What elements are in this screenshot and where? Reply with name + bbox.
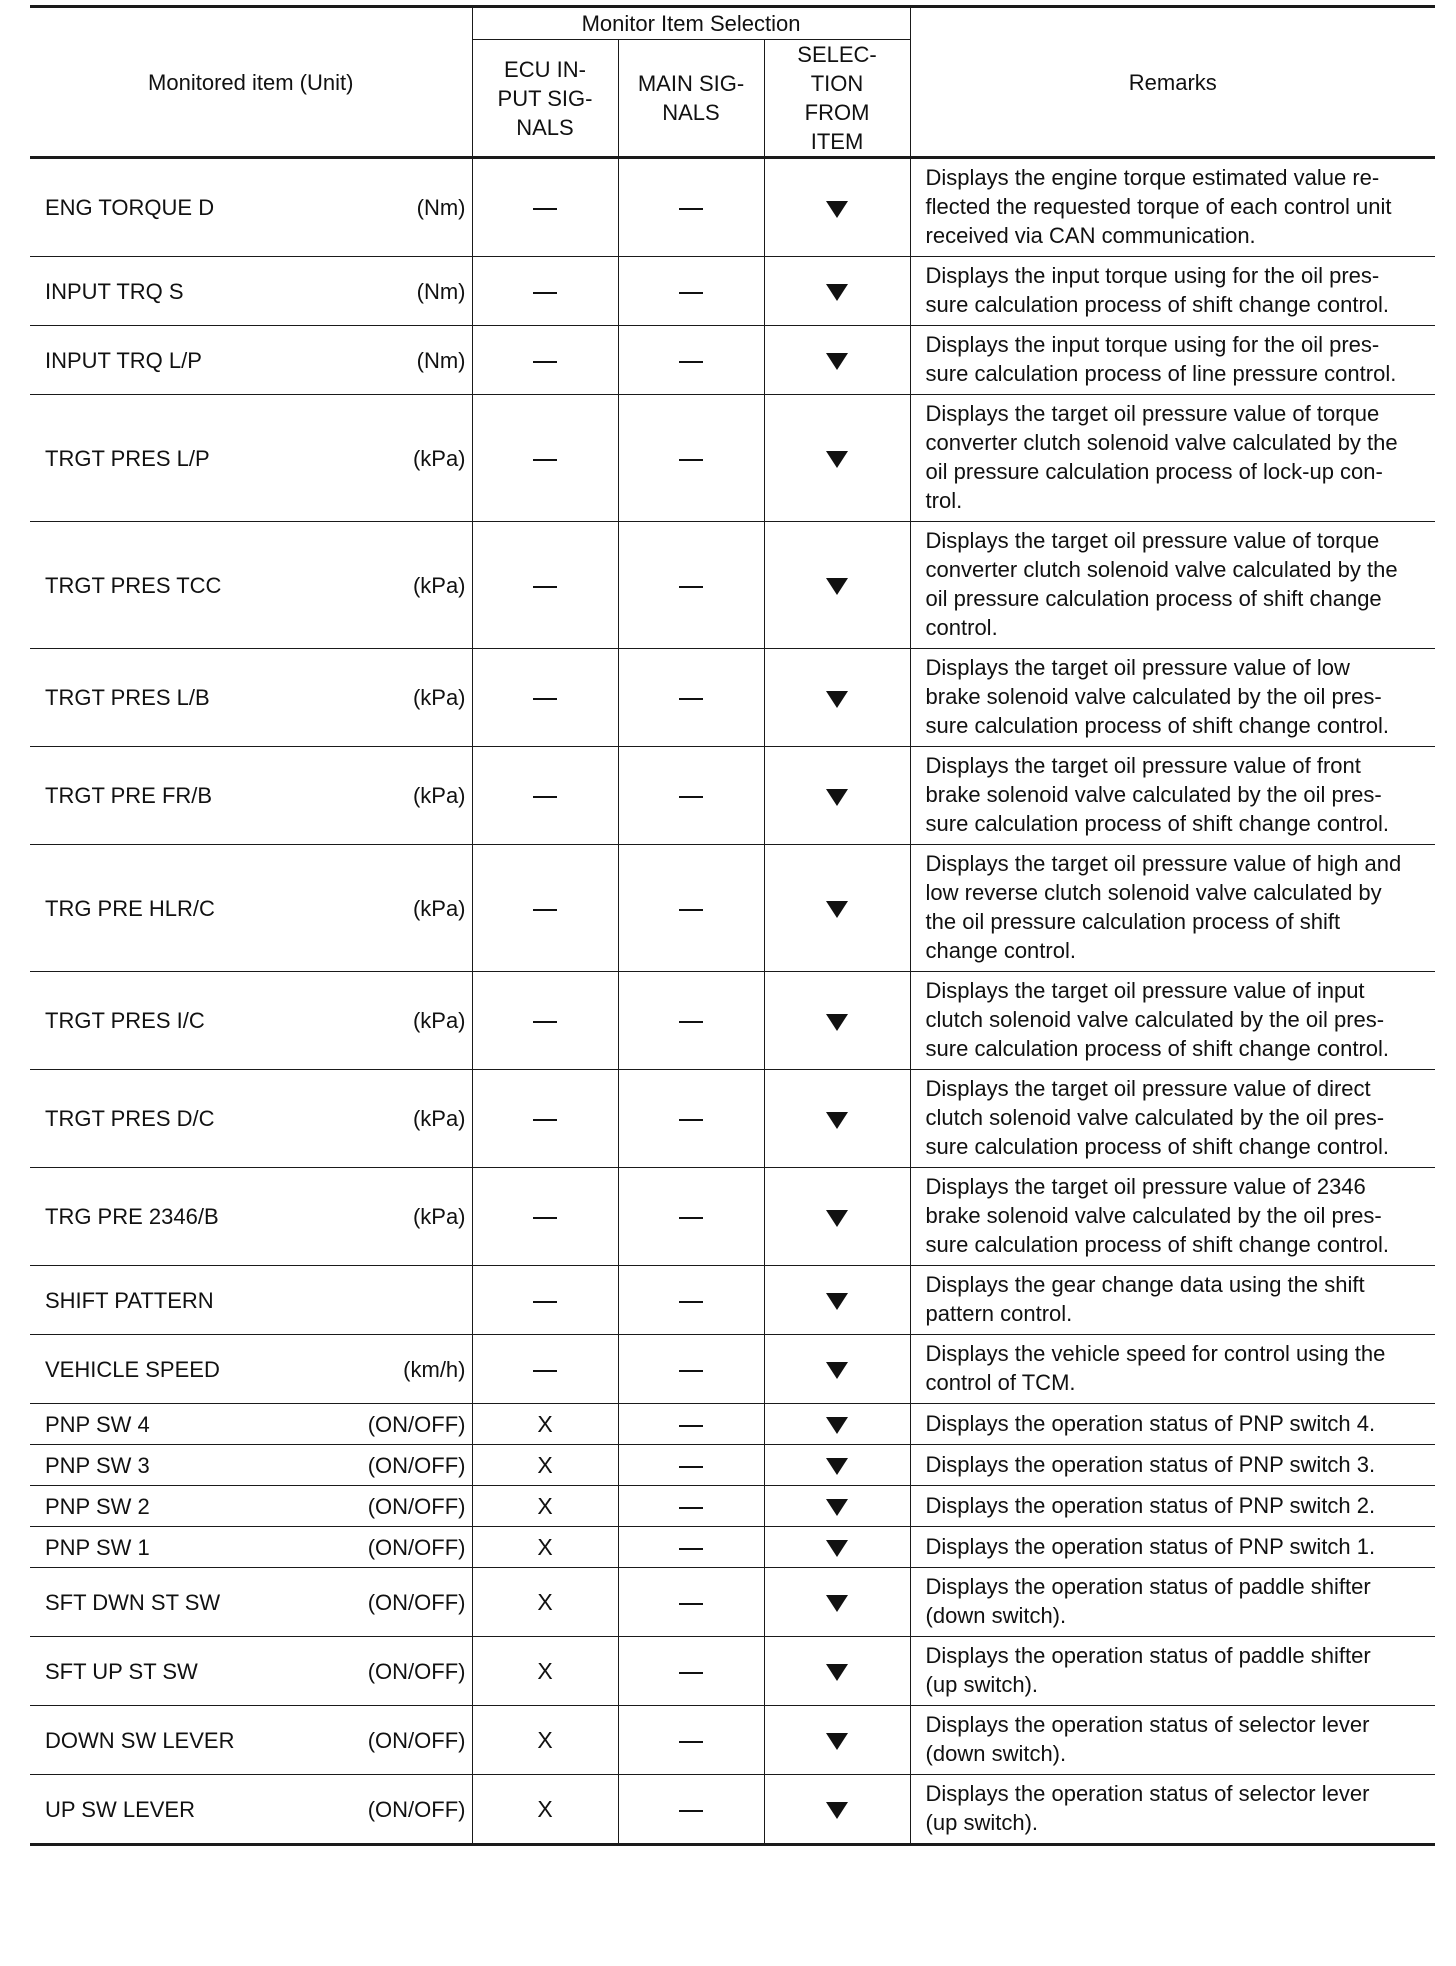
monitored-item-unit: (ON/OFF) [367,1534,466,1560]
monitored-item-cell [30,158,472,257]
down-triangle-icon [826,1595,848,1612]
monitored-item-cell [30,257,472,326]
monitored-item-unit: (Nm) [416,195,466,220]
x-mark-icon: X [537,1410,553,1437]
monitor-items-table [30,5,1435,1846]
table-header [30,7,1435,158]
main-signal-cell [618,257,764,326]
ecu-input-signal-cell [472,257,618,326]
header-selection-from-item: SELEC- TION FROM ITEM [764,40,910,158]
dash-icon [679,1548,703,1550]
dash-icon [533,361,557,363]
ecu-input-signal-cell [472,1070,618,1168]
monitored-item-unit: (Nm) [416,347,466,373]
table-row [30,1070,1435,1168]
monitored-item-cell [30,1486,472,1527]
monitored-item-cell [30,522,472,649]
down-triangle-icon [826,1458,848,1475]
monitored-item-unit: (kPa) [412,895,466,921]
header-monitor-item-selection: Monitor Item Selection [472,7,910,40]
ecu-input-signal-cell [472,326,618,395]
monitor-items-table-container [30,5,1435,1846]
selection-from-item-cell [764,1404,910,1445]
main-signal-cell [618,1706,764,1775]
remark-cell: Displays the target oil pressure value of low brake solenoid valve calculated by the oil pres- sure calculation process of shift change control. [910,649,1435,747]
table-row [30,1168,1435,1266]
down-triangle-icon [826,1540,848,1557]
table-row [30,326,1435,395]
table-row [30,1486,1435,1527]
monitored-item-cell [30,1637,472,1706]
down-triangle-icon [826,901,848,918]
remark-cell: Displays the target oil pressure value of input clutch solenoid valve calculated by the oil pres- sure calculation process of shift change control. [910,972,1435,1070]
monitored-item-name: INPUT TRQ S [45,278,184,304]
monitored-item-unit: (kPa) [412,572,466,598]
down-triangle-icon [826,1014,848,1031]
monitored-item-unit: (kPa) [412,685,466,710]
remark-cell: Displays the operation status of PNP switch 1. [910,1527,1435,1568]
selection-from-item-cell [764,747,910,845]
main-signal-cell [618,1168,764,1266]
table-body [30,158,1435,1845]
x-mark-icon: X [537,1451,553,1478]
ecu-input-signal-cell [472,1527,618,1568]
monitored-item-unit: (ON/OFF) [367,1796,466,1822]
dash-icon [679,796,703,798]
main-signal-cell [618,1775,764,1845]
monitored-item-unit: (km/h) [403,1356,466,1382]
down-triangle-icon [826,201,848,218]
remark-cell: Displays the operation status of selector lever (down switch). [910,1706,1435,1775]
main-signal-cell [618,1404,764,1445]
table-row [30,1404,1435,1445]
selection-from-item-cell [764,1637,910,1706]
dash-icon [679,909,703,911]
ecu-input-signal-cell [472,1404,618,1445]
main-signal-cell [618,1335,764,1404]
header-main-signals: MAIN SIG- NALS [618,40,764,158]
monitored-item-cell [30,1568,472,1637]
dash-icon [679,208,703,210]
remark-cell: Displays the operation status of PNP switch 2. [910,1486,1435,1527]
ecu-input-signal-cell [472,1706,618,1775]
monitored-item-cell [30,1404,472,1445]
monitored-item-name: TRGT PRES L/B [45,685,210,710]
monitored-item-unit: (kPa) [412,445,466,471]
remark-cell: Displays the target oil pressure value of torque converter clutch solenoid valve calculated by the oil pressure calculation process of shift change control. [910,522,1435,649]
selection-from-item-cell [764,395,910,522]
down-triangle-icon [826,1112,848,1129]
selection-from-item-cell [764,1706,910,1775]
monitored-item-name: TRGT PRE FR/B [45,783,213,808]
remark-cell: Displays the input torque using for the oil pres- sure calculation process of line pressure control. [910,326,1435,395]
table-row [30,1445,1435,1486]
dash-icon [533,208,557,210]
remark-cell: Displays the target oil pressure value of torque converter clutch solenoid valve calculated by the oil pressure calculation process of lock-up con- trol. [910,395,1435,522]
remark-cell: Displays the gear change data using the shift pattern control. [910,1266,1435,1335]
remark-cell: Displays the operation status of PNP switch 3. [910,1445,1435,1486]
ecu-input-signal-cell [472,845,618,972]
dash-icon [679,1466,703,1468]
monitored-item-unit: (ON/OFF) [367,1658,466,1684]
monitored-item-unit: (kPa) [412,1204,466,1229]
dash-icon [533,459,557,461]
monitored-item-cell [30,1706,472,1775]
monitored-item-unit: (ON/OFF) [367,1589,466,1615]
dash-icon [679,1810,703,1812]
table-row [30,972,1435,1070]
monitored-item-name: UP SW LEVER [45,1796,195,1822]
dash-icon [679,1119,703,1121]
down-triangle-icon [826,284,848,301]
monitored-item-cell [30,972,472,1070]
monitored-item-unit: (ON/OFF) [367,1727,466,1753]
monitored-item-name: INPUT TRQ L/P [45,347,202,373]
ecu-input-signal-cell [472,1637,618,1706]
dash-icon [679,698,703,700]
dash-icon [679,1021,703,1023]
ecu-input-signal-cell [472,1168,618,1266]
remark-cell: Displays the engine torque estimated value re- flected the requested torque of each control unit received via CAN communication. [910,158,1435,257]
x-mark-icon: X [537,1726,553,1753]
dash-icon [679,1507,703,1509]
monitored-item-name: DOWN SW LEVER [45,1727,235,1753]
ecu-input-signal-cell [472,1445,618,1486]
monitored-item-cell [30,395,472,522]
main-signal-cell [618,649,764,747]
monitored-item-unit: (kPa) [412,1008,466,1033]
down-triangle-icon [826,1499,848,1516]
monitored-item-cell [30,1070,472,1168]
table-row [30,1637,1435,1706]
monitored-item-name: TRG PRE 2346/B [45,1204,219,1229]
monitored-item-name: PNP SW 2 [45,1493,150,1519]
selection-from-item-cell [764,1266,910,1335]
selection-from-item-cell [764,1070,910,1168]
dash-icon [679,1217,703,1219]
table-row [30,1335,1435,1404]
selection-from-item-cell [764,845,910,972]
dash-icon [679,1425,703,1427]
header-monitored-item: Monitored item (Unit) [30,7,472,158]
table-row [30,845,1435,972]
dash-icon [533,909,557,911]
table-row [30,257,1435,326]
monitored-item-unit: (kPa) [412,1106,466,1131]
main-signal-cell [618,158,764,257]
dash-icon [533,292,557,294]
monitored-item-unit: (Nm) [416,278,466,304]
selection-from-item-cell [764,1445,910,1486]
remark-cell: Displays the vehicle speed for control using the control of TCM. [910,1335,1435,1404]
dash-icon [679,1741,703,1743]
monitored-item-unit: (kPa) [412,783,466,808]
selection-from-item-cell [764,1568,910,1637]
monitored-item-name: VEHICLE SPEED [45,1356,220,1382]
selection-from-item-cell [764,1775,910,1845]
dash-icon [679,459,703,461]
table-row [30,522,1435,649]
remark-cell: Displays the operation status of PNP switch 4. [910,1404,1435,1445]
x-mark-icon: X [537,1657,553,1684]
down-triangle-icon [826,1733,848,1750]
table-row [30,747,1435,845]
selection-from-item-cell [764,522,910,649]
down-triangle-icon [826,1293,848,1310]
monitored-item-cell [30,845,472,972]
dash-icon [679,1603,703,1605]
monitored-item-unit: (ON/OFF) [367,1411,466,1437]
ecu-input-signal-cell [472,747,618,845]
monitored-item-cell [30,1266,472,1335]
table-row [30,1527,1435,1568]
down-triangle-icon [826,1664,848,1681]
down-triangle-icon [826,451,848,468]
main-signal-cell [618,522,764,649]
dash-icon [533,796,557,798]
ecu-input-signal-cell [472,158,618,257]
down-triangle-icon [826,1362,848,1379]
main-signal-cell [618,1445,764,1486]
monitored-item-name: SFT UP ST SW [45,1658,198,1684]
remark-cell: Displays the target oil pressure value of direct clutch solenoid valve calculated by the oil pres- sure calculation process of shift change control. [910,1070,1435,1168]
selection-from-item-cell [764,1335,910,1404]
ecu-input-signal-cell [472,649,618,747]
monitored-item-cell [30,1335,472,1404]
monitored-item-unit: (ON/OFF) [367,1493,466,1519]
dash-icon [533,1217,557,1219]
ecu-input-signal-cell [472,1568,618,1637]
x-mark-icon: X [537,1492,553,1519]
dash-icon [679,1672,703,1674]
ecu-input-signal-cell [472,522,618,649]
remark-cell: Displays the target oil pressure value of front brake solenoid valve calculated by the oil pres- sure calculation process of shift change control. [910,747,1435,845]
monitored-item-cell [30,747,472,845]
main-signal-cell [618,845,764,972]
table-row [30,395,1435,522]
main-signal-cell [618,326,764,395]
down-triangle-icon [826,1802,848,1819]
monitored-item-name: TRGT PRES D/C [45,1106,215,1131]
selection-from-item-cell [764,158,910,257]
selection-from-item-cell [764,972,910,1070]
dash-icon [679,1301,703,1303]
ecu-input-signal-cell [472,1486,618,1527]
down-triangle-icon [826,578,848,595]
monitored-item-cell [30,1445,472,1486]
down-triangle-icon [826,1210,848,1227]
x-mark-icon: X [537,1533,553,1560]
table-row [30,649,1435,747]
ecu-input-signal-cell [472,1335,618,1404]
dash-icon [533,586,557,588]
ecu-input-signal-cell [472,395,618,522]
table-row [30,1706,1435,1775]
remark-cell: Displays the target oil pressure value of 2346 brake solenoid valve calculated by the oil pres- sure calculation process of shift change control. [910,1168,1435,1266]
selection-from-item-cell [764,1486,910,1527]
remark-cell: Displays the operation status of paddle shifter (up switch). [910,1637,1435,1706]
selection-from-item-cell [764,649,910,747]
main-signal-cell [618,1070,764,1168]
monitored-item-name: TRG PRE HLR/C [45,895,215,921]
down-triangle-icon [826,1417,848,1434]
selection-from-item-cell [764,1527,910,1568]
down-triangle-icon [826,691,848,708]
down-triangle-icon [826,353,848,370]
dash-icon [679,1370,703,1372]
x-mark-icon: X [537,1795,553,1822]
selection-from-item-cell [764,1168,910,1266]
selection-from-item-cell [764,326,910,395]
remark-cell: Displays the target oil pressure value of high and low reverse clutch solenoid valve calculated by the oil pressure calculation process of shift change control. [910,845,1435,972]
dash-icon [679,292,703,294]
monitored-item-name: TRGT PRES TCC [45,572,222,598]
monitored-item-name: SHIFT PATTERN [45,1287,214,1313]
main-signal-cell [618,1486,764,1527]
monitored-item-name: ENG TORQUE D [45,195,215,220]
table-row [30,1775,1435,1845]
monitored-item-cell [30,649,472,747]
monitored-item-name: PNP SW 3 [45,1452,150,1478]
main-signal-cell [618,1266,764,1335]
monitored-item-name: TRGT PRES I/C [45,1008,205,1033]
dash-icon [679,361,703,363]
monitored-item-name: SFT DWN ST SW [45,1589,221,1615]
dash-icon [533,1119,557,1121]
down-triangle-icon [826,789,848,806]
monitored-item-name: PNP SW 1 [45,1534,150,1560]
ecu-input-signal-cell [472,1266,618,1335]
dash-icon [533,1021,557,1023]
dash-icon [533,698,557,700]
dash-icon [533,1301,557,1303]
monitored-item-name: PNP SW 4 [45,1411,150,1437]
table-row [30,1568,1435,1637]
main-signal-cell [618,972,764,1070]
monitored-item-cell [30,1527,472,1568]
monitored-item-name: TRGT PRES L/P [45,445,210,471]
table-row [30,1266,1435,1335]
x-mark-icon: X [537,1588,553,1615]
ecu-input-signal-cell [472,1775,618,1845]
dash-icon [533,1370,557,1372]
header-remarks: Remarks [910,7,1435,158]
monitored-item-unit: (ON/OFF) [367,1452,466,1478]
table-row [30,158,1435,257]
remark-cell: Displays the operation status of selector lever (up switch). [910,1775,1435,1845]
header-ecu-input-signals: ECU IN- PUT SIG- NALS [472,40,618,158]
main-signal-cell [618,747,764,845]
remark-cell: Displays the operation status of paddle shifter (down switch). [910,1568,1435,1637]
main-signal-cell [618,1568,764,1637]
main-signal-cell [618,1527,764,1568]
monitored-item-cell [30,1168,472,1266]
main-signal-cell [618,395,764,522]
monitored-item-cell [30,1775,472,1845]
selection-from-item-cell [764,257,910,326]
main-signal-cell [618,1637,764,1706]
remark-cell: Displays the input torque using for the oil pres- sure calculation process of shift change control. [910,257,1435,326]
ecu-input-signal-cell [472,972,618,1070]
dash-icon [679,586,703,588]
monitored-item-cell [30,326,472,395]
